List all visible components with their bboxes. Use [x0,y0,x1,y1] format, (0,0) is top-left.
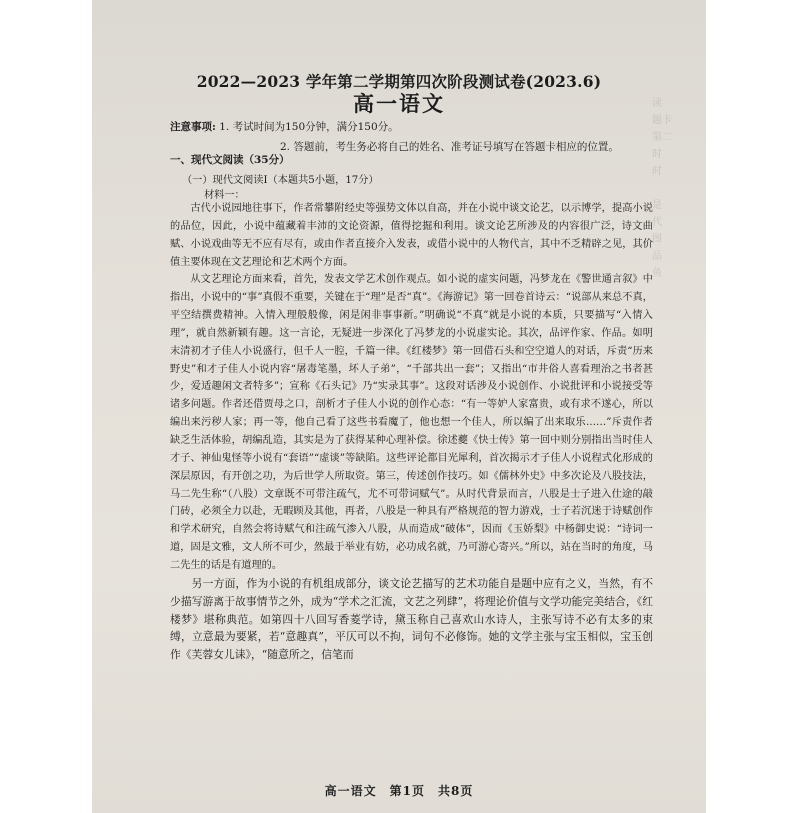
notes-text-2: 2. 答题前，考生务必将自己的姓名、准考证号填写在答题卡相应的位置。 [280,141,619,153]
subsection-title: （一）现代文阅读Ⅰ（本题共5小题，17分） [182,175,379,186]
subject-title: 高一语文 [353,91,445,116]
notes-text-1: 1. 考试时间为150分钟，满分150分。 [219,121,399,133]
section-title: 一、现代文阅读（35分） [170,154,290,166]
page-footer: 高一语文 第1页 共8页 [324,784,474,798]
notes-label: 注意事项: [170,121,216,133]
passage-paragraph-3: 另一方面，作为小说的有机组成部分，谈文论艺描写的艺术功能自是题中应有之义，当然，有不少描写游离于故事情节之外，成为“学术之汇流，文艺之列肆”，将理论价值与文学功能完美结合，《红楼梦》堪称典范。如第四十八回写香菱学诗，黛玉称自己喜欢山水诗人，主张写诗不必有太多的束缚，立意最为要紧，若“意趣真”，平仄可以不拘，词句不必修饰。她的文学主张与宝玉相似，宝玉创作《芙蓉女儿诔》，“随意所之，信笔而 [170,576,653,662]
notes-line-1 [170,117,670,137]
passage-paragraph-1: 古代小说园地往事下，作者常攀附经史等强势文体以自高，并在小说中谈文论艺，以示博学，提高小说的品位，因此，小说中蕴藏着丰沛的文论资源，值得挖掘和利用。谈文论艺所涉及的内容很广泛，诗文曲赋、小说戏曲等无不应有尽有，或由作者直接介入发表，或借小说中的人物代言，其中不乏精辟之见，其价值主要体现在文艺理论和艺术两个方面。 [170,203,653,268]
exam-title: 2022—2023 学年第二学期第四次阶段测试卷(2023.6) [196,72,602,91]
exam-notes [170,117,670,157]
exam-page-photo [92,0,706,813]
material-label: 材料一： [204,190,245,201]
reading-passage [170,200,653,664]
bleed-through-text: 读 题卡 第二 时 时 是 代 图 品 鱼 [652,98,672,279]
passage-paragraph-2: 从文艺理论方面来看，首先，发表文学艺术创作观点。如小说的虚实问题，冯梦龙在《警世通言叙》中指出，小说中的“事”真假不重要，关键在于“理”是否“真”。《海游记》第一回卷首诗云：“说部从来总不真，平空结撰费精神。入情入理般般像，闲是闲非事事新。”明确说“不真”就是小说的本质，只要描写“入情入理”，就自然新颖有趣。这一言论，无疑进一步深化了冯梦龙的小说虚实论。其次，品评作家、作品。如明末清初才子佳人小说盛行，但千人一腔，千篇一律。《红楼梦》第一回借石头和空空道人的对话，斥责“历来野史”和才子佳人小说内容“屠毒笔墨，坏人子弟”，“千部共出一套”；又指出“市井俗人喜看理治之书者甚少，爱适趣闲文者特多”；宣称《石头记》乃“实录其事”。这段对话涉及小说创作、小说批评和小说接受等诸多问题。作者还借贾母之口，剖析才子佳人小说的创作心态：“有一等妒人家富贵，或有求不遂心，所以编出来污秽人家；再一等，他自己看了这些书看魔了，他也想一个佳人，所以编了出来取乐……”斥责作者缺乏生活体验，胡编乱造，其实是为了获得某种心理补偿。徐述夔《快士传》第一回中则分别指出当时佳人才子、神仙鬼怪等小说有“套语”“虚谈”等缺陷。这些评论都目光犀利，首次揭示才子佳人小说程式化形成的深层原因，有开创之功，为后世学人所取资。第三，传述创作技巧。如《儒林外史》中多次论及八股技法，马二先生称“（八股）文章既不可带注疏气，尤不可带词赋气”。从时代背景而言，八股是士子进入仕途的敲门砖，必须全力以赴，无暇顾及其他，再者，八股是一种具有严格规范的智力游戏，士子若沉迷于诗赋创作和学术研究，自然会将诗赋气和注疏气渗入八股，从而造成“破体”，因而《玉娇梨》中杨御史说：“诗词一道，固是文雅，文人所不可少，然最于举业有妨，必功成名就，乃可游心寄兴。”所以，站在当时的角度，马二先生的话是有道理的。 [170,274,653,571]
